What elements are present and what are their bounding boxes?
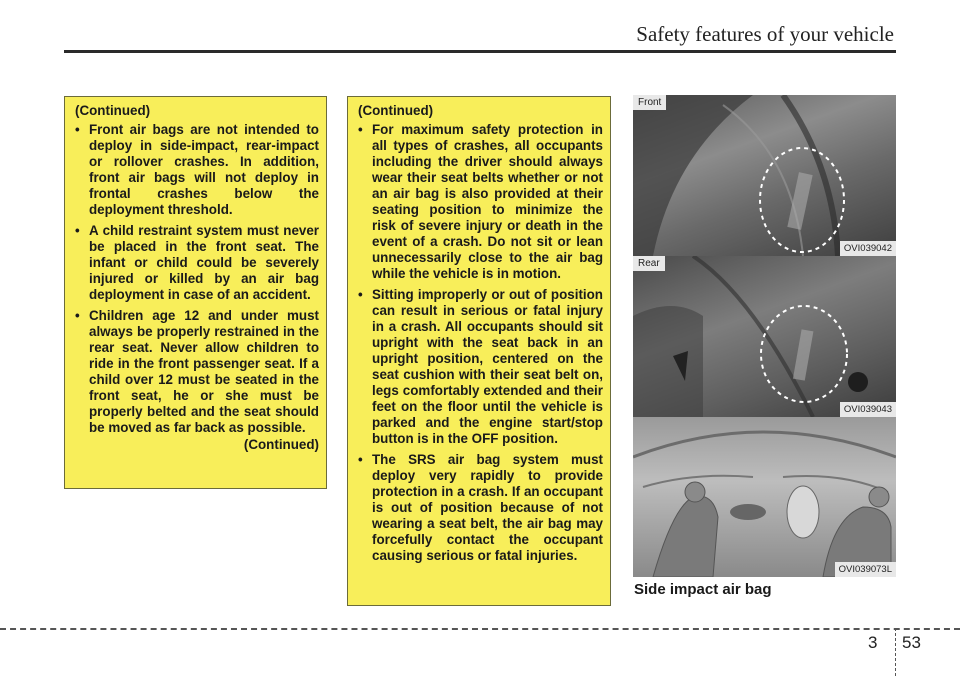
bullet-text: Children age 12 and under must always be properly restrained in the rear seat. Never allow children to ride in the front passenger seat. If a child over 12 must be seated in the front seat, he or she must be properly belted and the seat should be moved as far back as possible. [89, 308, 319, 435]
bullet-icon: • [358, 452, 363, 467]
photo-label: Front [633, 95, 666, 110]
bullet-icon: • [358, 122, 363, 137]
continued-label: (Continued) [243, 437, 319, 452]
bullet-text: The SRS air bag system must deploy very rapidly to provide protection in a crash. If an occupant is out of position because of not wearing a seat belt, the air bag may forcefully contact the occupant causing serious or fatal injuries. [372, 452, 603, 563]
footer-separator [895, 628, 896, 676]
bullet-text: For maximum safety protection in all types of crashes, all occupants including the driver should always wear their seat belts whether or not an air bag is also provided at their seating position to minimize the risk of severe injury or death in the event of a crash. Do not sit or lean unnecessarily close to the air bag while the vehicle is in motion. [372, 122, 603, 281]
warning-bullet [75, 223, 319, 303]
warning-bullet [358, 452, 603, 564]
cabin-airbag-illustration [633, 417, 896, 577]
warning-bullet [358, 287, 603, 447]
bullet-icon: • [75, 122, 80, 137]
figure-caption: Side impact air bag [634, 581, 772, 598]
rear-seat-airbag-photo [633, 256, 896, 417]
front-seat-airbag-photo [633, 95, 896, 256]
warning-box-2 [347, 96, 611, 606]
bullet-icon: • [75, 308, 80, 323]
footer-divider [0, 628, 960, 630]
header-divider [64, 50, 896, 53]
continued-label: (Continued) [75, 103, 151, 118]
cabin-illustration [633, 417, 896, 577]
chapter-number: 3 [868, 633, 878, 652]
photo-code: OVI039042 [840, 241, 896, 256]
continued-label: (Continued) [358, 103, 434, 118]
photo-code: OVI039073L [835, 562, 896, 577]
section-title: Safety features of your vehicle [636, 22, 894, 46]
page-number: 53 [902, 633, 921, 652]
photo-code: OVI039043 [840, 402, 896, 417]
warning-bullet [75, 122, 319, 218]
bullet-text: A child restraint system must never be placed in the front seat. The infant or child could be severely injured or killed by an air bag deployment in case of an accident. [89, 223, 319, 302]
bullet-text: Sitting improperly or out of position can result in serious or fatal injury in a crash. All occupants should sit upright with the seat back in an upright position, centered on the seat cushion with their seat belt on, legs comfortably extended and their feet on the floor until the vehicle is parked and the engine start/stop button is in the OFF position. [372, 287, 603, 446]
bullet-icon: • [358, 287, 363, 302]
photo-label: Rear [633, 256, 665, 271]
warning-bullet [358, 122, 603, 282]
warning-bullet [75, 308, 319, 436]
seat-illustration [633, 256, 896, 417]
bullet-icon: • [75, 223, 80, 238]
bullet-text: Front air bags are not intended to deploy in side-impact, rear-impact or rollover crashes. In addition, front air bags will not deploy in frontal crashes below the deployment threshold. [89, 122, 319, 217]
seat-illustration [633, 95, 896, 256]
warning-box-1 [64, 96, 327, 489]
